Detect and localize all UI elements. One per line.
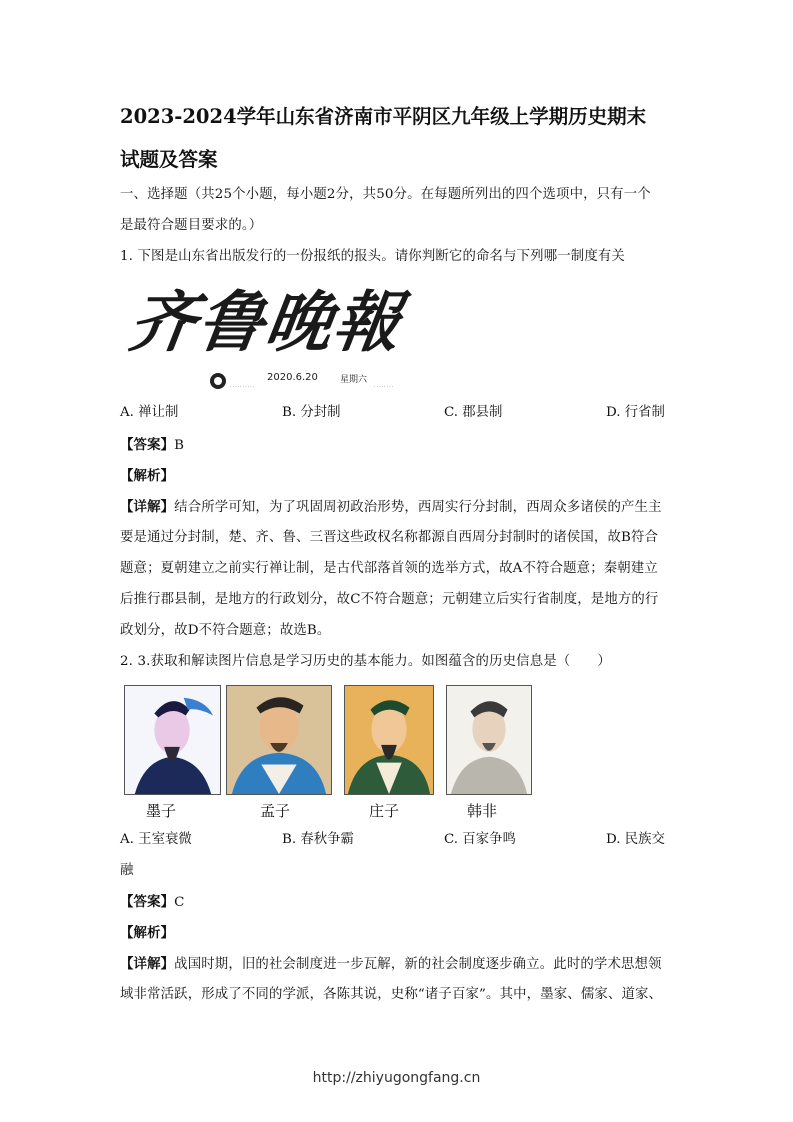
q1-option-a: A. 禅让制 [120, 405, 179, 420]
masthead-fine-print-2: · · · · · · · · [374, 384, 394, 389]
portrait-caption: 庄子 [369, 802, 400, 820]
answer-label: 【答案】 [120, 437, 175, 453]
answer-value: C [174, 895, 185, 910]
masthead-fine-print: · · · · · · · · · · [230, 384, 255, 389]
section-intro-cont: 是最符合题目要求的。） [120, 218, 263, 233]
portrait-mozi-image [124, 685, 221, 795]
answer-label: 【答案】 [120, 894, 175, 910]
portrait-zhuangzi-image [344, 685, 434, 795]
q1-answer [120, 436, 184, 455]
detail-label: 【详解】 [120, 956, 175, 972]
newspaper-masthead-image [124, 280, 425, 395]
portrait-caption: 墨子 [146, 802, 177, 820]
q2-option-d: D. 民族交 [606, 832, 665, 847]
document-title-line2: 试题及答案 [120, 148, 218, 171]
masthead-name: 齐鲁晚報 [124, 283, 408, 361]
q2-detail-line: 域非常活跃，形成了不同的学派，各陈其说，史称“诸子百家”。其中，墨家、儒家、道家、 [120, 987, 663, 1002]
q1-detail-line: 政划分，故D不符合题意；故选B。 [120, 623, 331, 638]
footer-url: http://zhiyugongfang.cn [312, 1070, 481, 1086]
q1-detail-line: 要是通过分封制，楚、齐、鲁、三晋这些政权名称都源自西周分封制时的诸侯国，故B符合 [120, 530, 659, 545]
q1-detail-line: 题意；夏朝建立之前实行禅让制，是古代部落首领的选举方式，故A不符合题意；秦朝建立 [120, 561, 658, 576]
portrait-mengzi-image [226, 685, 332, 795]
q2-analysis-label: 【解析】 [120, 925, 175, 941]
detail-label: 【详解】 [120, 499, 175, 515]
document-title-line1: 2023-2024学年山东省济南市平阴区九年级上学期历史期末 [120, 105, 647, 128]
q1-option-b: B. 分封制 [282, 405, 341, 420]
q1-option-c: C. 郡县制 [444, 405, 503, 420]
portrait-caption: 韩非 [467, 802, 498, 820]
masthead-weekday: 星期六 [340, 375, 368, 385]
detail-text: 结合所学可知，为了巩固周初政治形势，西周实行分封制，西周众多诸侯的产生主 [174, 500, 662, 515]
q2-answer [120, 893, 185, 912]
q2-option-d-wrap: 融 [120, 863, 134, 878]
masthead-date: 2020.6.20 [267, 372, 318, 383]
portrait-hanfei-image [446, 685, 532, 795]
q1-detail-line [120, 498, 662, 517]
masthead-logo-icon [210, 373, 226, 389]
q2-option-a: A. 王室衰微 [120, 832, 192, 847]
q2-detail-line [120, 955, 662, 974]
q1-analysis-label: 【解析】 [120, 468, 175, 484]
q2-option-c: C. 百家争鸣 [444, 832, 516, 847]
detail-text: 战国时期，旧的社会制度进一步瓦解，新的社会制度逐步确立。此时的学术思想领 [174, 957, 662, 972]
q2-option-b: B. 春秋争霸 [282, 832, 354, 847]
answer-value: B [174, 438, 185, 453]
question-1-stem: 1. 下图是山东省出版发行的一份报纸的报头。请你判断它的命名与下列哪一制度有关 [120, 249, 625, 264]
q1-option-d: D. 行省制 [606, 405, 665, 420]
section-intro: 一、选择题（共25个小题，每小题2分，共50分。在每题所列出的四个选项中，只有一个 [120, 187, 651, 202]
portrait-caption: 孟子 [260, 802, 291, 820]
q1-detail-line: 后推行郡县制，是地方的行政划分，故C不符合题意；元朝建立后实行省制度，是地方的行 [120, 592, 659, 607]
question-2-stem: 2. 3.获取和解读图片信息是学习历史的基本能力。如图蕴含的历史信息是（ ） [120, 654, 611, 669]
